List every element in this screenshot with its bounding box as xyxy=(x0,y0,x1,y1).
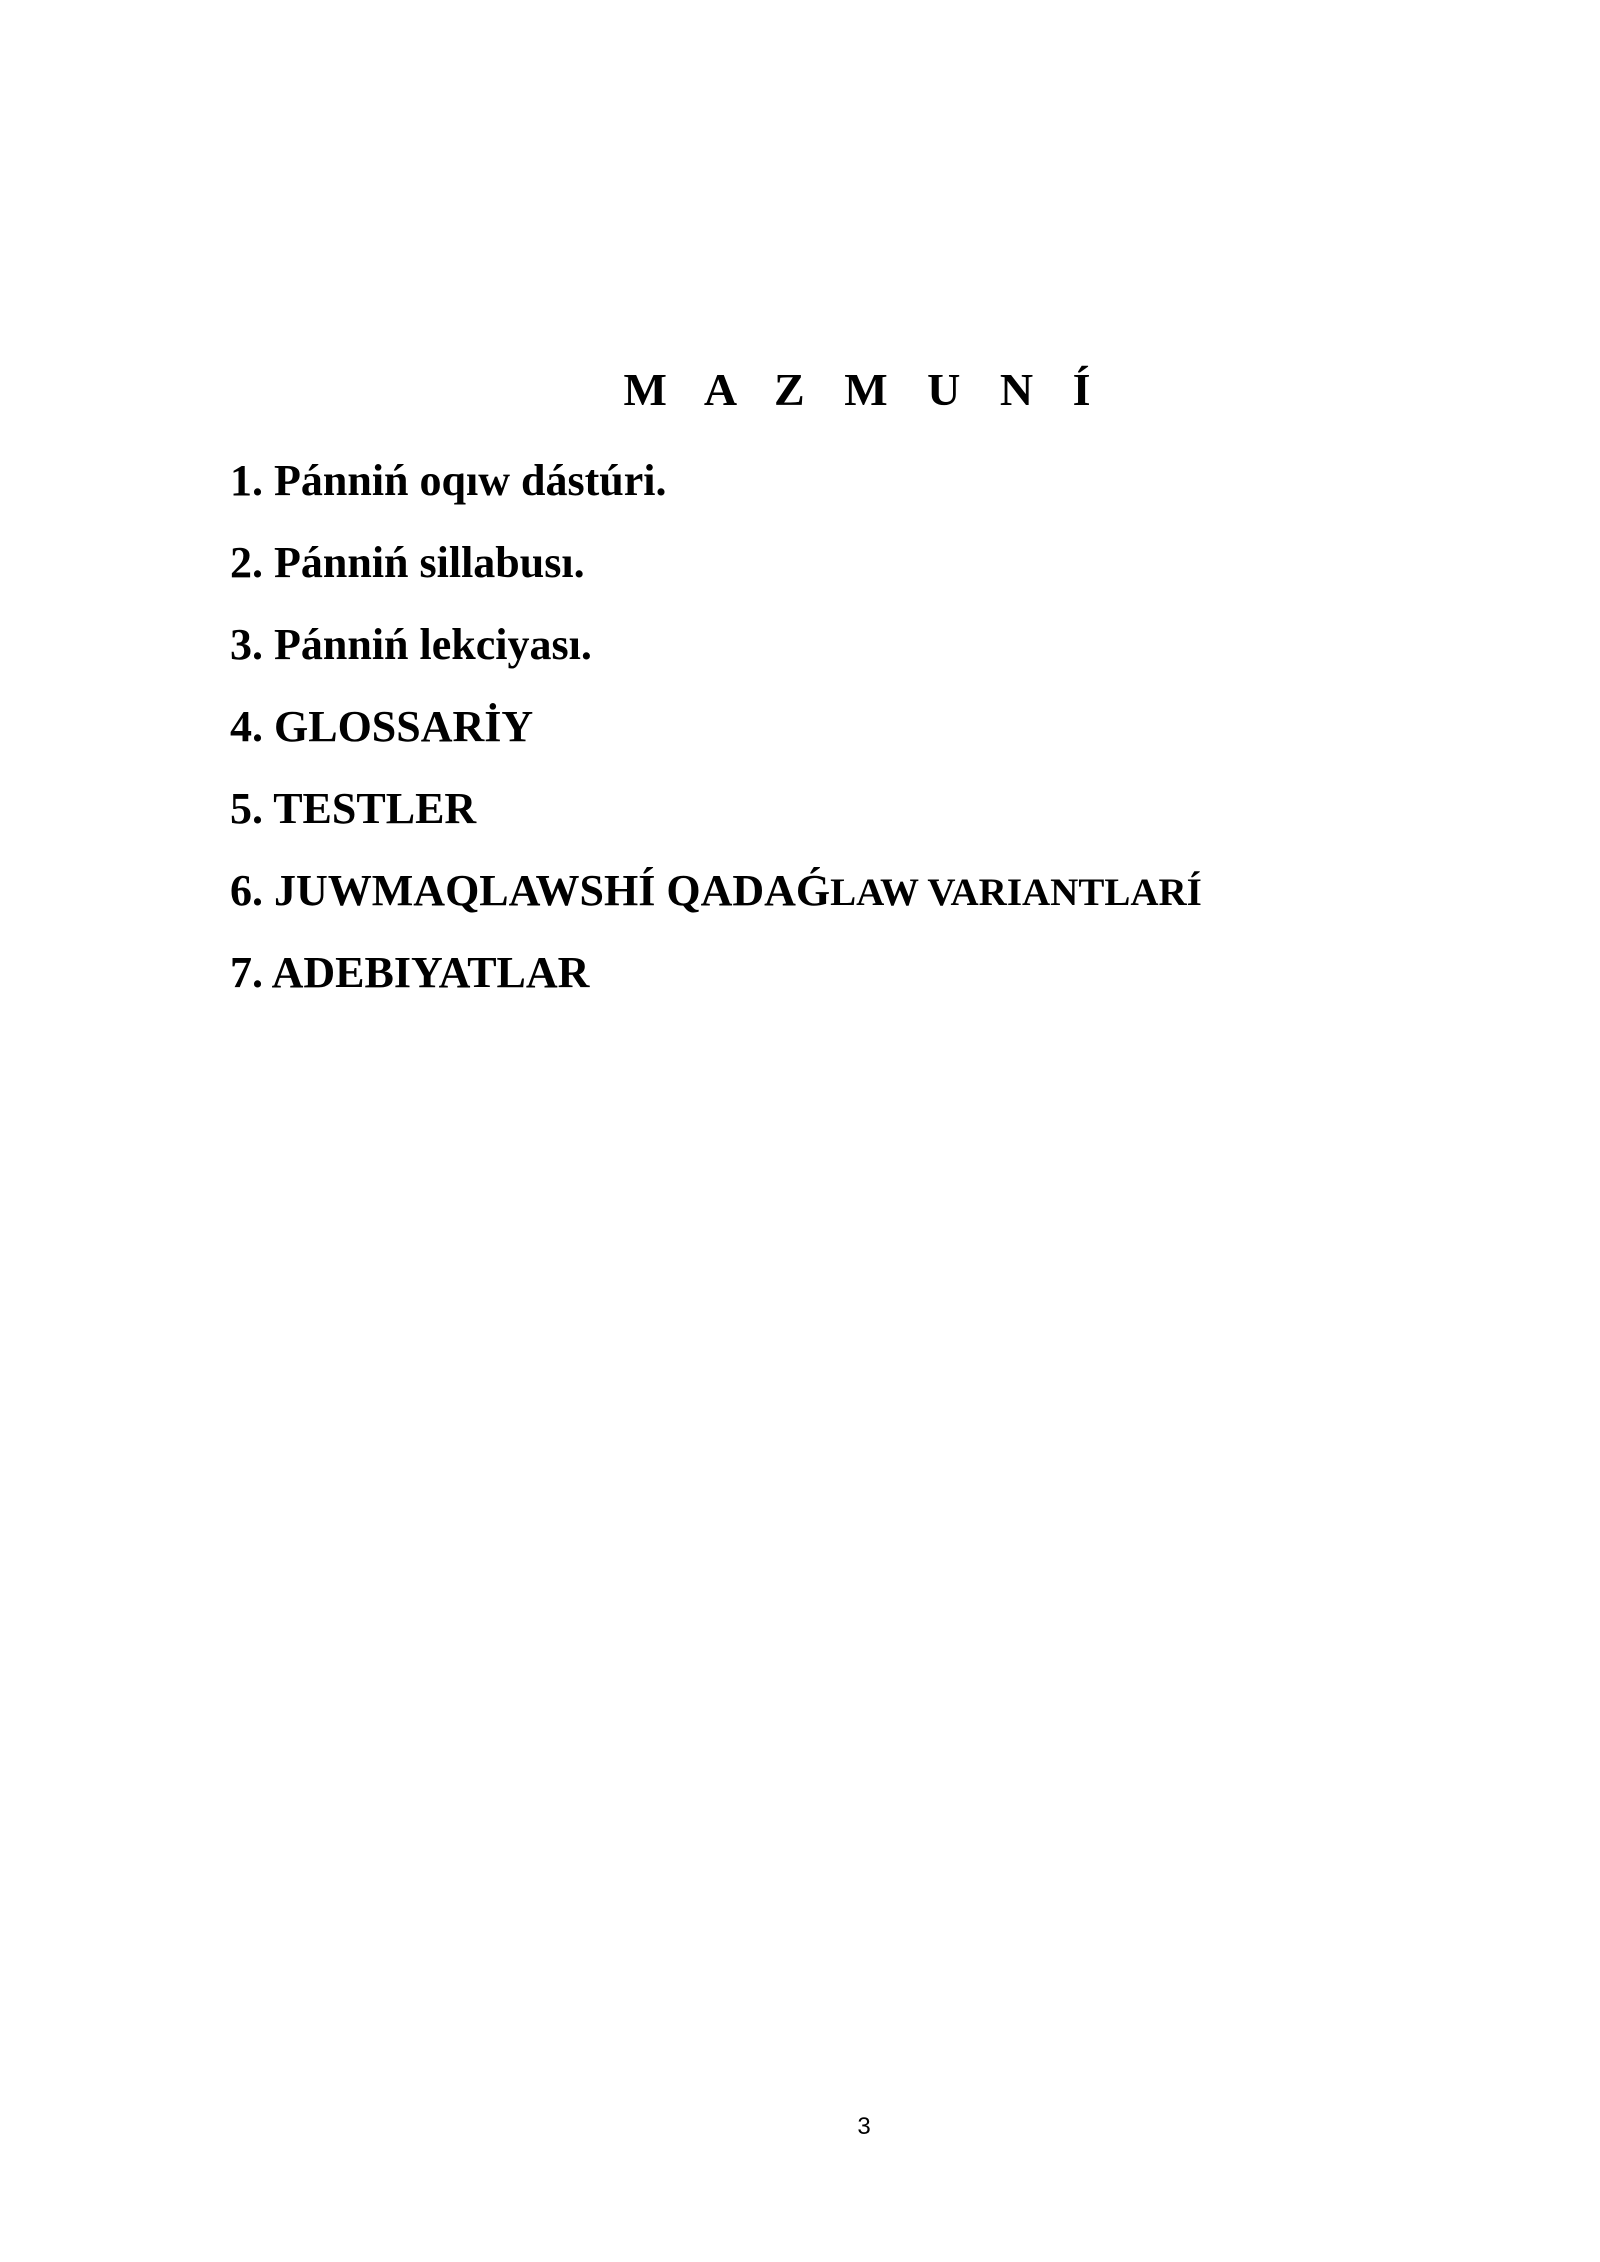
toc-item-5-text: 5. TESTLER xyxy=(230,784,477,833)
toc-item-7 xyxy=(230,932,1202,1014)
toc-item-3-text: 3. Pánniń lekciyası. xyxy=(230,620,592,669)
toc-item-7-text: 7. ADEBIYATLAR xyxy=(230,948,590,997)
toc-item-5 xyxy=(230,768,1202,850)
toc-item-6 xyxy=(230,850,1202,932)
page-number: 3 xyxy=(857,2113,871,2140)
page-title: M A Z M U N Í xyxy=(623,364,1105,415)
toc-item-3 xyxy=(230,604,1202,686)
table-of-contents xyxy=(230,440,1202,1014)
toc-item-1-text: 1. Pánniń oqıw dástúri. xyxy=(230,456,667,505)
toc-item-2-text: 2. Pánniń sillabusı. xyxy=(230,538,585,587)
toc-item-4 xyxy=(230,686,1202,768)
toc-item-6-text: 6. JUWMAQLAWSHÍ QADAǴ xyxy=(230,866,831,915)
toc-item-1 xyxy=(230,440,1202,522)
toc-item-4-text: 4. GLOSSARİY xyxy=(230,702,534,751)
toc-item-6-text-tail: LAW VARIANTLARÍ xyxy=(830,871,1202,914)
toc-item-2 xyxy=(230,522,1202,604)
